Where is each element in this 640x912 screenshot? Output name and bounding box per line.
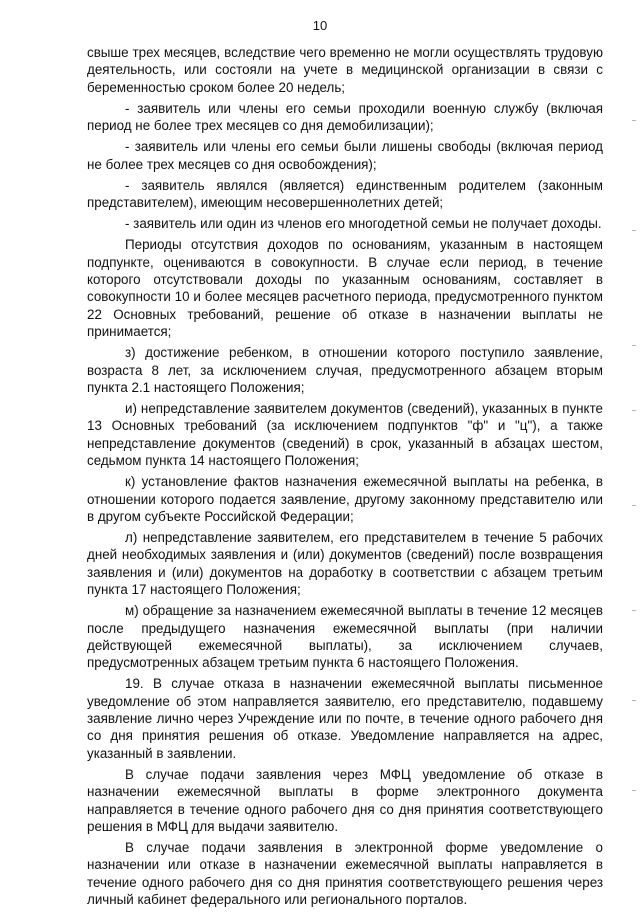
scan-edge-mark bbox=[632, 790, 636, 791]
list-item-large-family: - заявитель или один из членов его многодетной семьи не получает доходы. bbox=[125, 216, 602, 232]
scan-edge-mark bbox=[632, 700, 636, 701]
subclause-m: м) обращение за назначением ежемесячной выплаты в течение 12 месяцев после предыдущего назначения ежемесячной выплаты (при наличии действующей ежемесячной выплаты), за исключением случаев, предусмотренных абзацем третьим пункта 6 настоящего Положения. bbox=[87, 603, 603, 671]
scan-edge-mark bbox=[632, 610, 636, 611]
paragraph-income-periods: Периоды отсутствия доходов по основаниям, указанным в настоящем подпункте, оцениваются в совокупности. В случае если период, в течение которого отсутствовали доходы по указанным основаниям, составляет в совокупности 10 и более месяцев расчетного периода, предусмотренного пунктом 22 Основных требований, решение об отказе в назначении выплаты не принимается; bbox=[87, 237, 603, 340]
scan-edge-mark bbox=[632, 345, 636, 346]
subclause-l: л) непредставление заявителем, его представителем в течение 5 рабочих дней необходимых заявления и (или) документов (сведений) после возвращения заявления и (или) документов на доработку в соответствии с абзацем третьим пункта 17 настоящего Положения; bbox=[87, 530, 603, 598]
scan-edge-mark bbox=[632, 230, 636, 231]
clause-19: 19. В случае отказа в назначении ежемесячной выплаты письменное уведомление об этом направляется заявителю, его представителю, подавшему заявление лично через Учреждение или по почте, в течение одного рабочего дня со дня принятия решения об отказе. Уведомление направляется на адрес, указанный в заявлении. bbox=[87, 676, 603, 761]
paragraph-mfc-notice: В случае подачи заявления через МФЦ уведомление об отказе в назначении ежемесячной выплаты в форме электронного документа направляется в течение одного рабочего дня со дня принятия соответствующего решения в МФЦ для выдачи заявителю. bbox=[87, 766, 603, 834]
subclause-z: з) достижение ребенком, в отношении которого поступило заявление, возраста 8 лет, за исключением случая, предусмотренного абзацем вторым пункта 2.1 настоящего Положения; bbox=[87, 345, 603, 395]
paragraph-continuation: свыше трех месяцев, вследствие чего временно не могли осуществлять трудовую деятельность, или состояли на учете в медицинской организации в связи с беременностью сроком более 20 недель; bbox=[87, 45, 603, 95]
list-item-imprisonment: - заявитель или члены его семьи были лишены свободы (включая период не более трех месяцев со дня освобождения); bbox=[87, 139, 603, 172]
paragraph-electronic-notice: В случае подачи заявления в электронной форме уведомление о назначении или отказе в назначении ежемесячной выплаты направляется в течение одного рабочего дня со дня принятия соответствующего решения через личный кабинет федерального или регионального порталов. bbox=[87, 840, 603, 908]
scan-edge-mark bbox=[632, 505, 636, 506]
subclause-k: к) установление фактов назначения ежемесячной выплаты на ребенка, в отношении которого подается заявление, другому законному представителю или в другом субъекте Российской Федерации; bbox=[87, 474, 603, 524]
scan-edge-mark bbox=[632, 410, 636, 411]
document-body bbox=[87, 44, 603, 912]
list-item-military-service: - заявитель или члены его семьи проходили военную службу (включая период не более трех месяцев со дня демобилизации); bbox=[87, 100, 603, 134]
subclause-i: и) непредставление заявителем документов (сведений), указанных в пункте 13 Основных требований (за исключением подпунктов "ф" и "ц"), а также непредставление документов (сведений) в срок, указанный в абзацах шестом, седьмом пункта 14 настоящего Положения; bbox=[87, 401, 603, 469]
scan-edge-mark bbox=[632, 120, 636, 121]
page-number: 10 bbox=[312, 18, 328, 33]
list-item-single-parent: - заявитель являлся (является) единственным родителем (законным представителем), имеющим несовершеннолетних детей; bbox=[87, 177, 603, 211]
